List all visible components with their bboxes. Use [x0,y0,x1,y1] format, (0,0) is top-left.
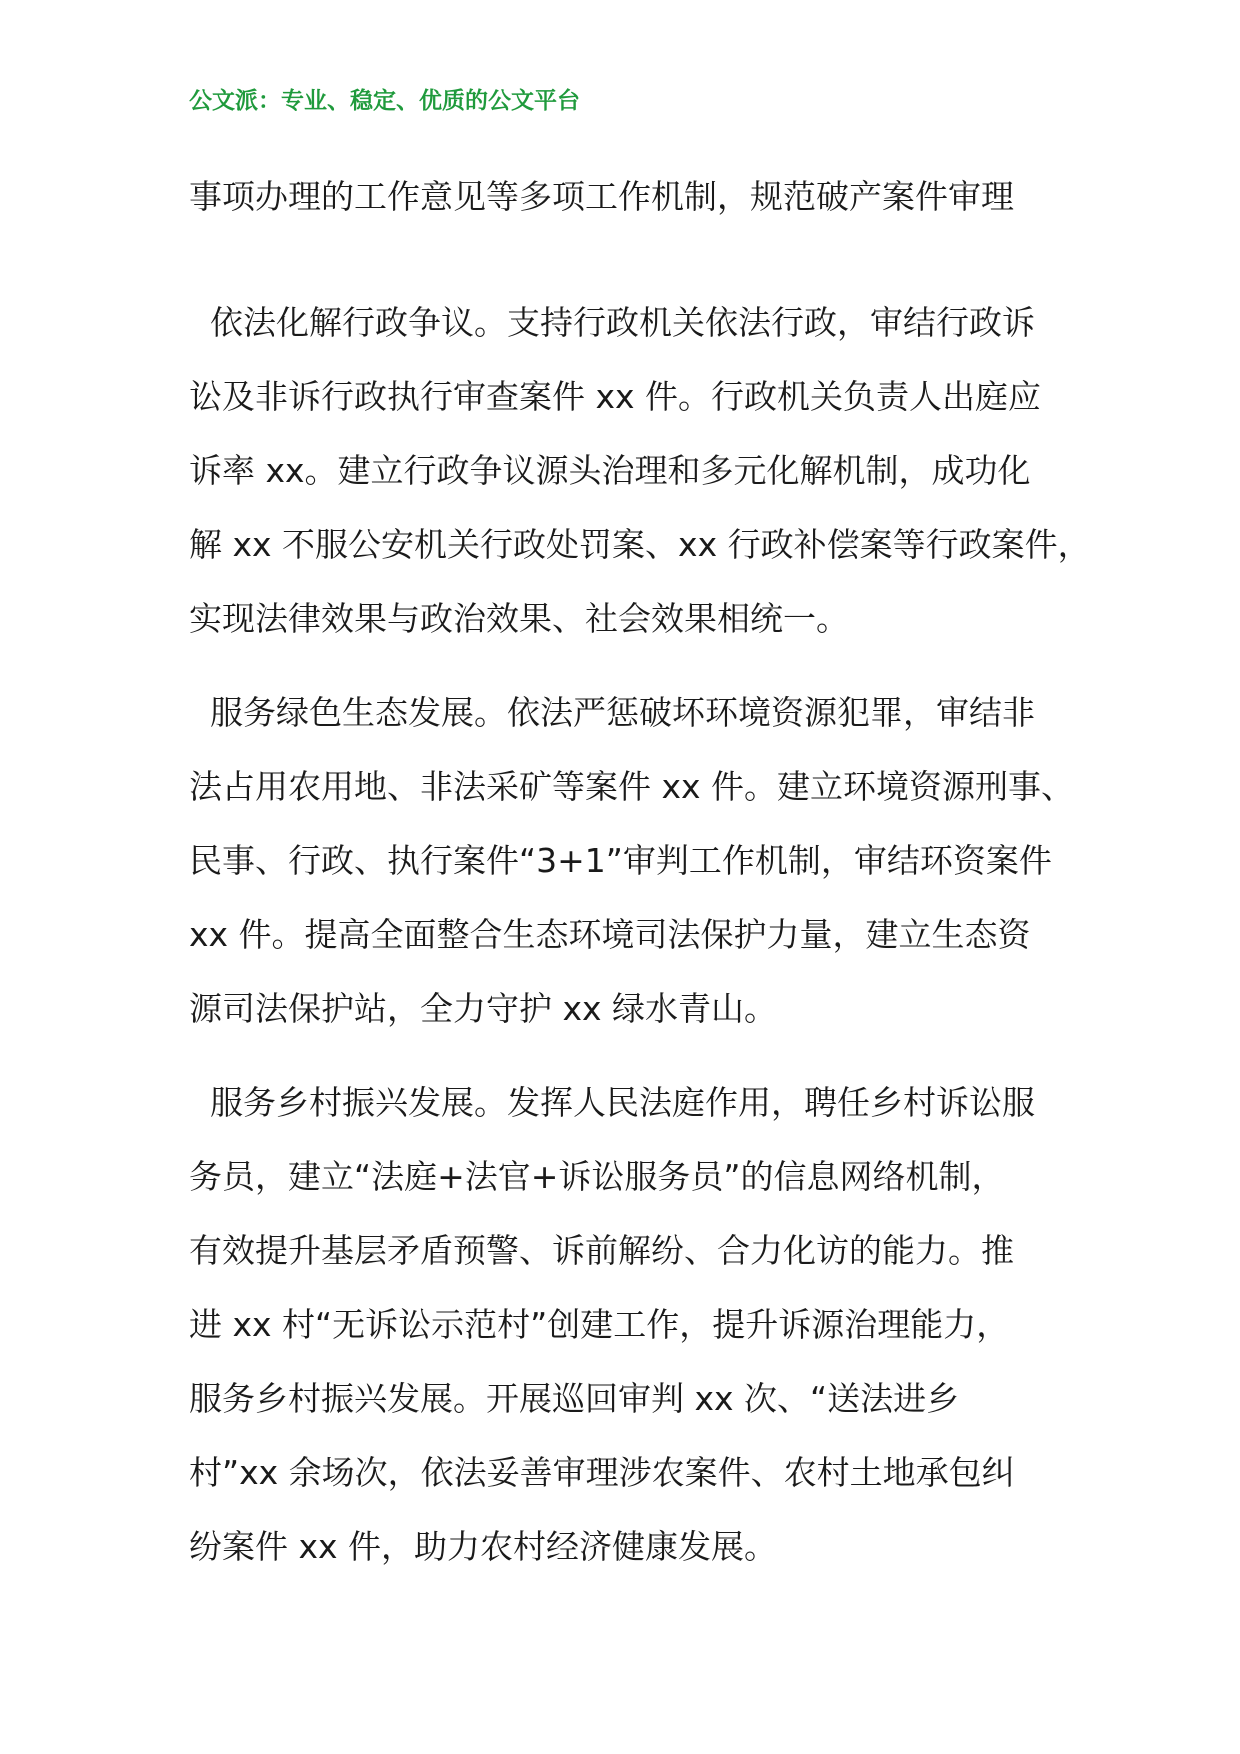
body-line: 依法化解行政争议。支持行政机关依法行政，审结行政诉 [189,303,1035,342]
body-line: 源司法保护站，全力守护 xx 绿水青山。 [189,989,778,1028]
body-line: 有效提升基层矛盾预警、诉前解纷、合力化访的能力。推 [189,1231,1014,1270]
body-line: 进 xx 村“无诉讼示范村”创建工作，提升诉源治理能力， [189,1305,1010,1344]
body-line: xx 件。提高全面整合生态环境司法保护力量，建立生态资 [189,915,1031,954]
body-line: 村”xx 余场次，依法妥善审理涉农案件、农村土地承包纠 [189,1453,1015,1492]
body-line: 事项办理的工作意见等多项工作机制，规范破产案件审理 [189,177,1014,216]
body-line: 实现法律效果与政治效果、社会效果相统一。 [189,599,849,638]
body-line: 服务乡村振兴发展。开展巡回审判 xx 次、“送法进乡 [189,1379,960,1418]
body-line: 纷案件 xx 件，助力农村经济健康发展。 [189,1527,778,1566]
body-line: 务员，建立“法庭+法官+诉讼服务员”的信息网络机制， [189,1157,1005,1196]
body-line: 民事、行政、执行案件“3+1”审判工作机制，审结环资案件 [189,841,1052,880]
body-line: 服务乡村振兴发展。发挥人民法庭作用，聘任乡村诉讼服 [189,1083,1035,1122]
body-line: 法占用农用地、非法采矿等案件 xx 件。建立环境资源刑事、 [189,767,1075,806]
body-line: 诉率 xx。建立行政争议源头治理和多元化解机制，成功化 [189,451,1031,490]
body-line: 解 xx 不服公安机关行政处罚案、xx 行政补偿案等行政案件， [189,525,1091,564]
body-line: 服务绿色生态发展。依法严惩破坏环境资源犯罪，审结非 [189,693,1035,732]
body-line: 讼及非诉行政执行审查案件 xx 件。行政机关负责人出庭应 [189,377,1042,416]
page-header-title: 公文派：专业、稳定、优质的公文平台 [189,88,580,114]
